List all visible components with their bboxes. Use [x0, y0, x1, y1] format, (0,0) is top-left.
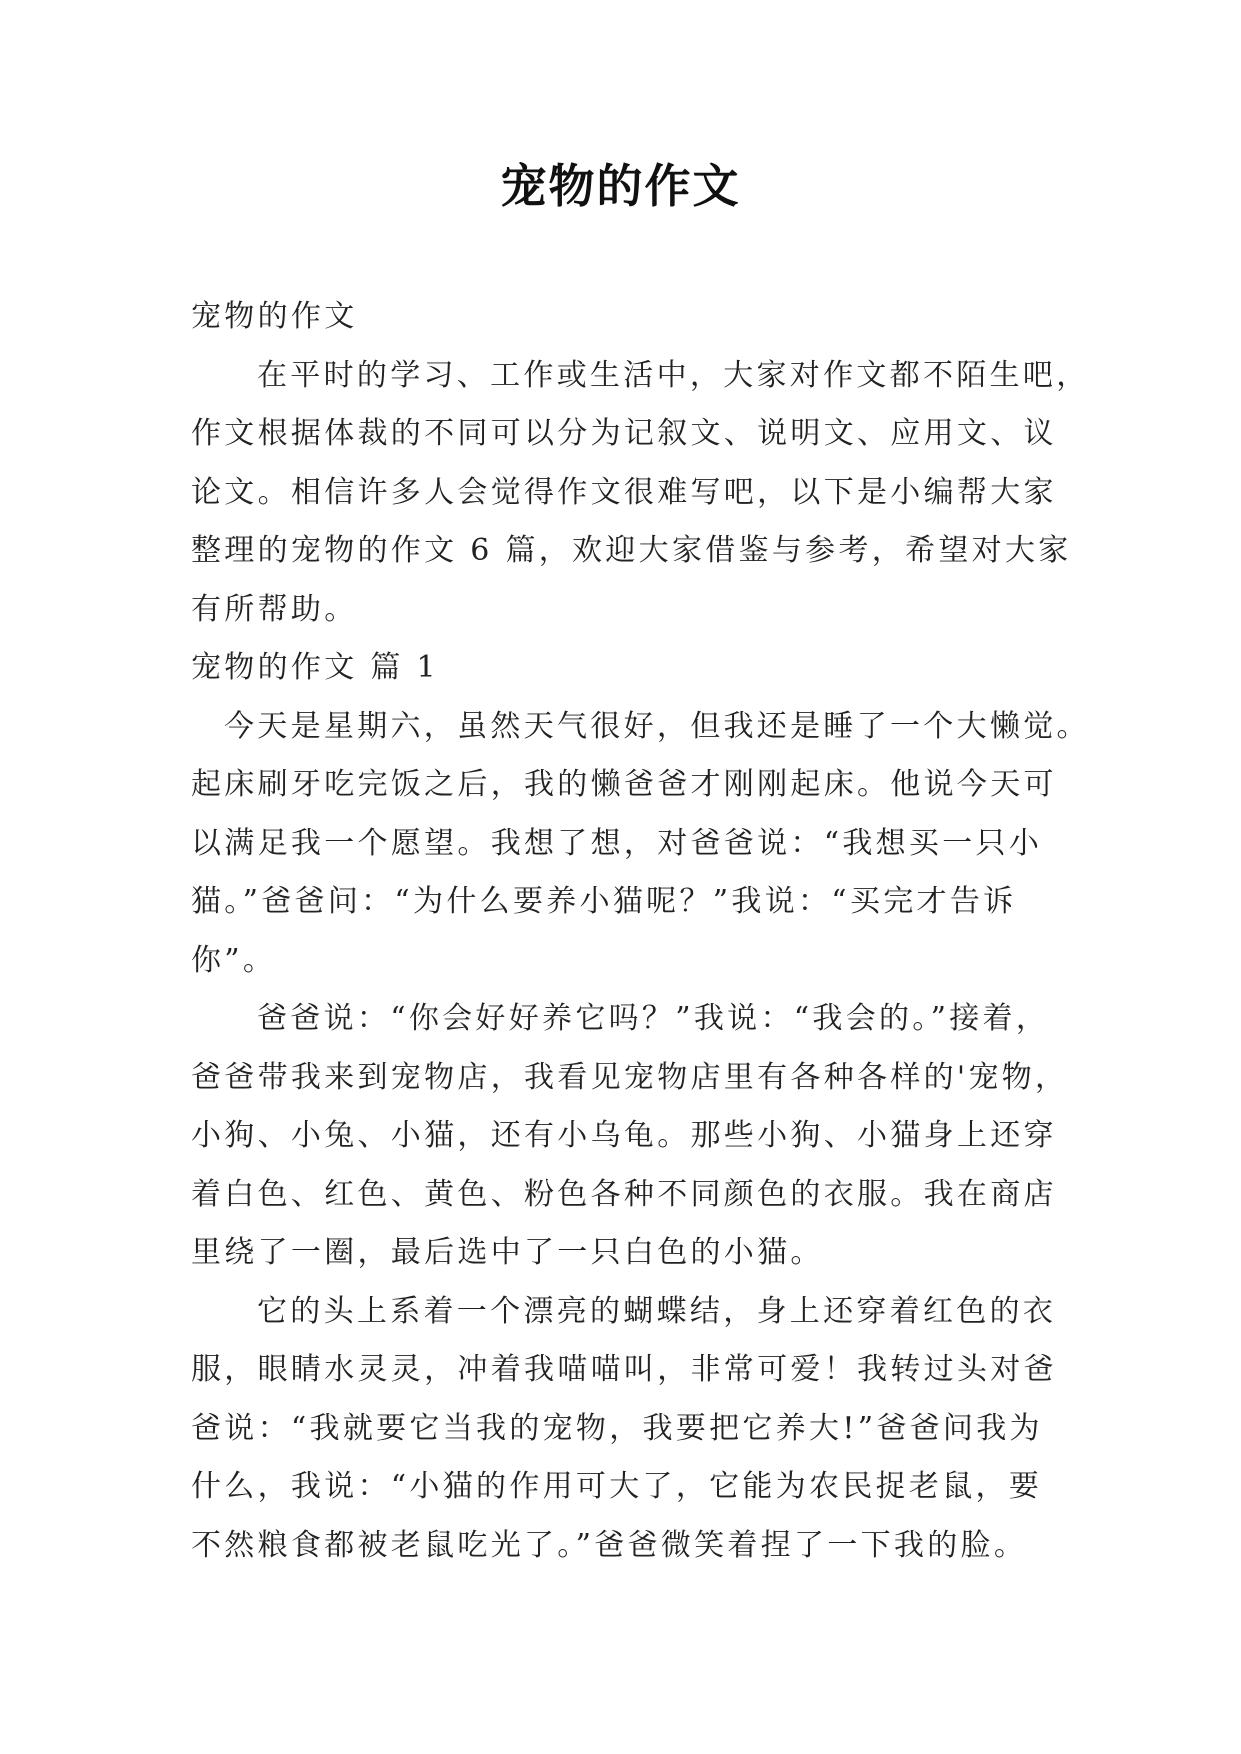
paragraph-line: 整理的宠物的作文 6 篇，欢迎大家借鉴与参考，希望对大家 — [191, 533, 1072, 568]
paragraph-line: 今天是星期六，虽然天气很好，但我还是睡了一个大懒觉。 — [224, 708, 1090, 744]
paragraph-line: 服，眼睛水灵灵，冲着我喵喵叫，非常可爱！我转过头对爸 — [191, 1352, 1057, 1387]
paragraph-line: 爸爸说：“你会好好养它吗？”我说：“我会的。”接着， — [257, 1001, 1050, 1036]
paragraph-line: 小狗、小兔、小猫，还有小乌龟。那些小狗、小猫身上还穿 — [191, 1118, 1057, 1153]
paragraph-line: 你”。 — [191, 942, 277, 978]
section-heading: 宠物的作文 — [191, 299, 358, 334]
paragraph-line: 它的头上系着一个漂亮的蝴蝶结，身上还穿着红色的衣 — [257, 1293, 1057, 1329]
paragraph-line: 着白色、红色、黄色、粉色各种不同颜色的衣服。我在商店 — [191, 1176, 1057, 1212]
paragraph-line: 爸说：“我就要它当我的宠物，我要把它养大!”爸爸问我为 — [191, 1410, 1043, 1446]
document-body — [191, 288, 1090, 1575]
paragraph-line: 猫。”爸爸问：“为什么要养小猫呢？”我说：“买完才告诉 — [191, 884, 1017, 919]
paragraph-line: 不然粮食都被老鼠吃光了。”爸爸微笑着捏了一下我的脸。 — [191, 1527, 1028, 1563]
paragraph-line: 有所帮助。 — [191, 591, 358, 627]
paragraph-line: 起床刷牙吃完饭之后，我的懒爸爸才刚刚起床。他说今天可 — [191, 767, 1057, 802]
paragraph-line: 什么，我说：“小猫的作用可大了，它能为农民捉老鼠，要 — [191, 1469, 1043, 1504]
paragraph-line: 里绕了一圈，最后选中了一只白色的小猫。 — [191, 1235, 824, 1270]
document-title: 宠物的作文 — [500, 159, 741, 213]
section-heading: 宠物的作文 篇 1 — [191, 650, 439, 685]
paragraph-line: 以满足我一个愿望。我想了想，对爸爸说：“我想买一只小 — [191, 825, 1043, 861]
paragraph-line: 在平时的学习、工作或生活中，大家对作文都不陌生吧， — [257, 357, 1090, 393]
paragraph-line: 作文根据体裁的不同可以分为记叙文、说明文、应用文、议 — [191, 416, 1057, 451]
paragraph-line: 论文。相信许多人会觉得作文很难写吧，以下是小编帮大家 — [191, 474, 1057, 510]
paragraph-line: 爸爸带我来到宠物店，我看见宠物店里有各种各样的'宠物， — [191, 1059, 1069, 1095]
